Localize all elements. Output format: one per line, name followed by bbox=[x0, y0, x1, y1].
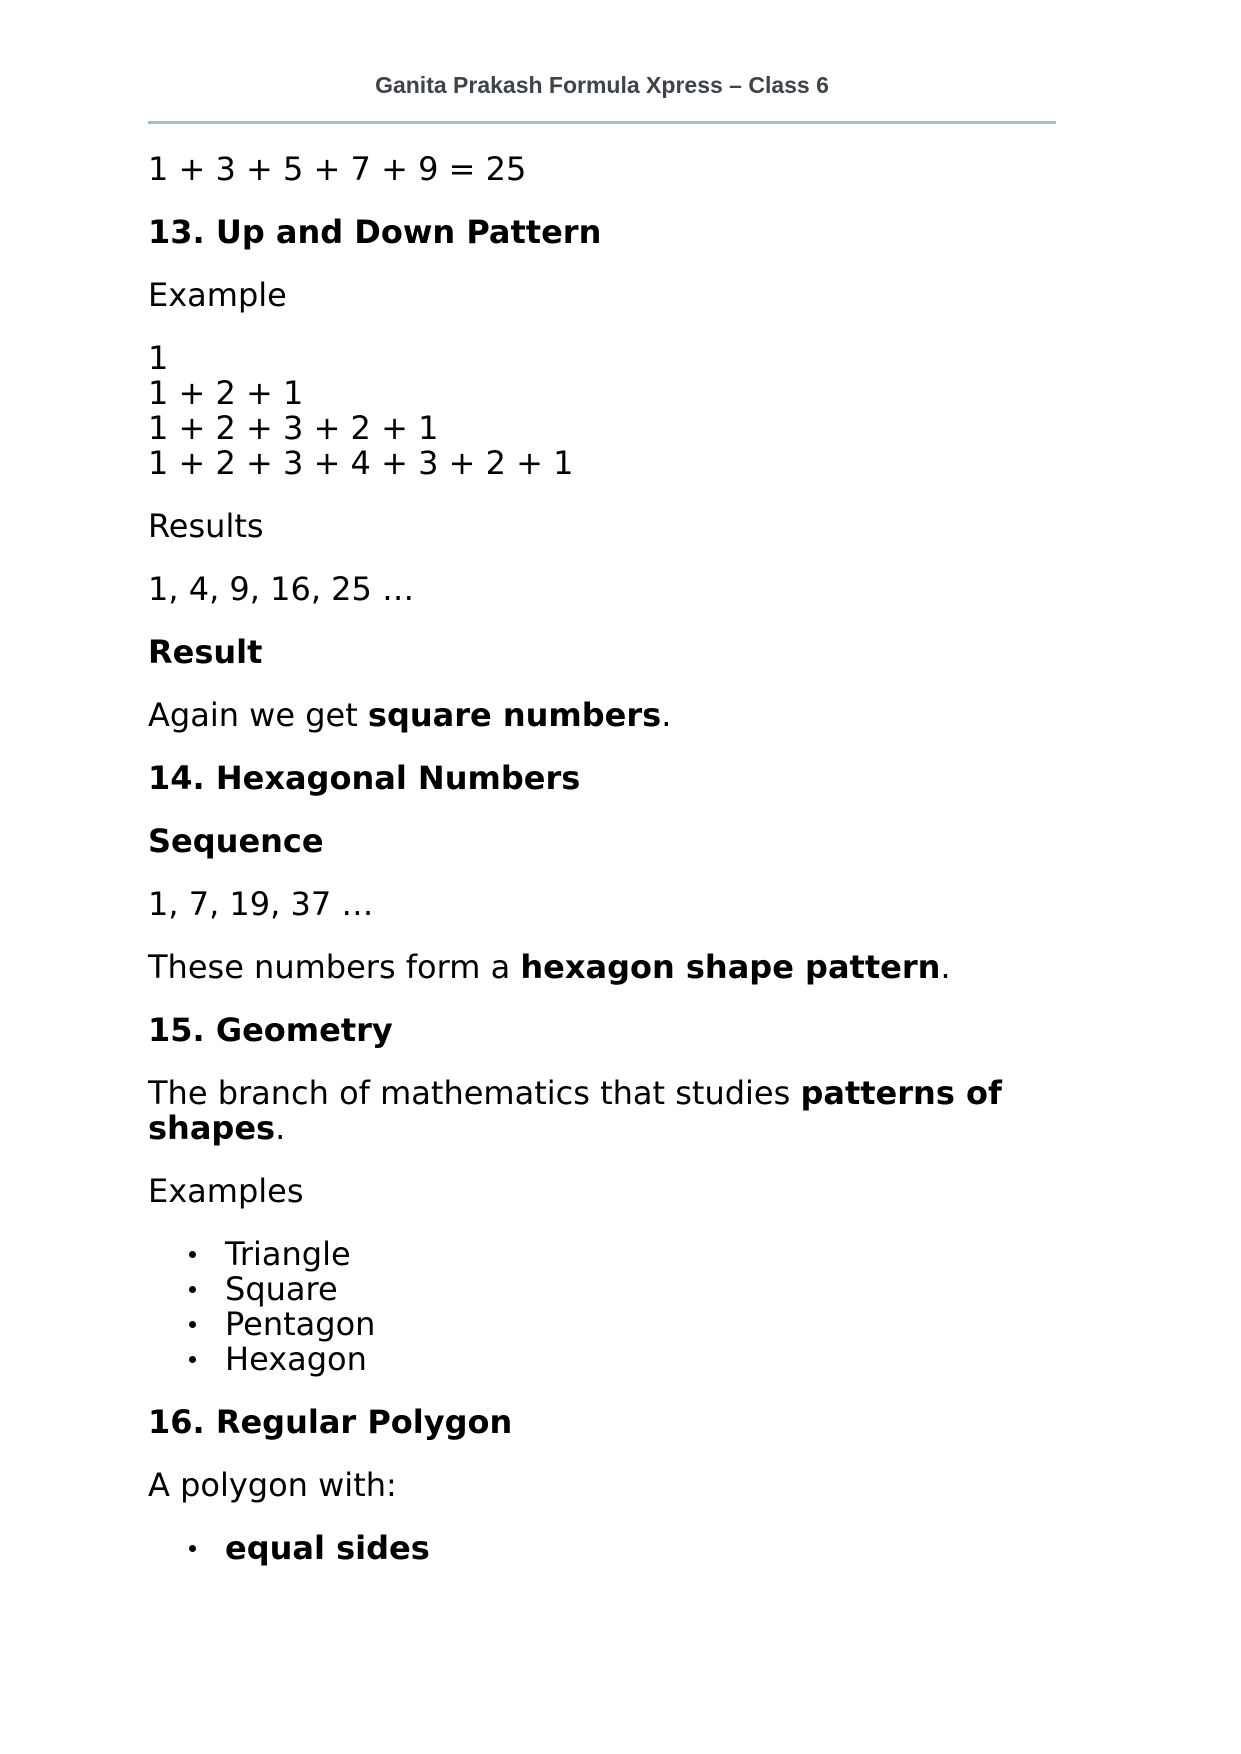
bullet-icon bbox=[189, 1545, 196, 1552]
pattern-line: 1 + 2 + 3 + 4 + 3 + 2 + 1 bbox=[148, 444, 574, 482]
header-divider-rule bbox=[148, 121, 1056, 124]
geometry-definition-suffix: . bbox=[275, 1109, 286, 1147]
result-sentence-suffix: . bbox=[661, 696, 672, 734]
geometry-definition bbox=[148, 1076, 1056, 1146]
geometry-definition-bold: patterns of shapes bbox=[148, 1074, 1002, 1147]
bullet-icon bbox=[189, 1286, 196, 1293]
list-item-label: Hexagon bbox=[225, 1340, 367, 1378]
hexagonal-sequence: 1, 7, 19, 37 … bbox=[148, 885, 374, 923]
hexagonal-description-bold: hexagon shape pattern bbox=[520, 948, 941, 986]
pattern-stanza bbox=[148, 341, 1056, 481]
hexagonal-description bbox=[148, 950, 1056, 985]
pattern-line: 1 + 2 + 3 + 2 + 1 bbox=[148, 409, 439, 447]
example-label: Example bbox=[148, 276, 287, 314]
bullet-icon bbox=[189, 1251, 196, 1258]
section-14-heading: 14. Hexagonal Numbers bbox=[148, 759, 581, 797]
bullet-icon bbox=[189, 1321, 196, 1328]
section-15-heading: 15. Geometry bbox=[148, 1011, 393, 1049]
shape-examples-list bbox=[148, 1237, 1056, 1377]
formula-line: 1 + 3 + 5 + 7 + 9 = 25 bbox=[148, 150, 527, 188]
list-item bbox=[148, 1342, 1056, 1377]
examples-label: Examples bbox=[148, 1172, 304, 1210]
result-sentence bbox=[148, 698, 1056, 733]
list-item-label: equal sides bbox=[225, 1529, 430, 1567]
section-16-heading: 16. Regular Polygon bbox=[148, 1403, 513, 1441]
polygon-properties-list bbox=[148, 1531, 1056, 1566]
result-heading: Result bbox=[148, 633, 263, 671]
sequence-label: Sequence bbox=[148, 822, 324, 860]
list-item-label: Square bbox=[225, 1270, 338, 1308]
results-sequence: 1, 4, 9, 16, 25 … bbox=[148, 570, 415, 608]
hexagonal-description-prefix: These numbers form a bbox=[148, 948, 521, 986]
result-sentence-prefix: Again we get bbox=[148, 696, 368, 734]
result-sentence-bold: square numbers bbox=[367, 696, 662, 734]
list-item bbox=[148, 1237, 1056, 1272]
list-item-label: Pentagon bbox=[225, 1305, 376, 1343]
list-item bbox=[148, 1307, 1056, 1342]
page-header-title: Ganita Prakash Formula Xpress – Class 6 bbox=[375, 72, 829, 98]
bullet-icon bbox=[189, 1356, 196, 1363]
pattern-line: 1 bbox=[148, 339, 169, 377]
pattern-line: 1 + 2 + 1 bbox=[148, 374, 304, 412]
geometry-definition-prefix: The branch of mathematics that studies bbox=[148, 1074, 801, 1112]
results-label: Results bbox=[148, 507, 264, 545]
hexagonal-description-suffix: . bbox=[940, 948, 951, 986]
list-item bbox=[148, 1272, 1056, 1307]
section-13-heading: 13. Up and Down Pattern bbox=[148, 213, 602, 251]
list-item-label: Triangle bbox=[225, 1235, 351, 1273]
polygon-intro: A polygon with: bbox=[148, 1466, 397, 1504]
list-item bbox=[148, 1531, 1056, 1566]
